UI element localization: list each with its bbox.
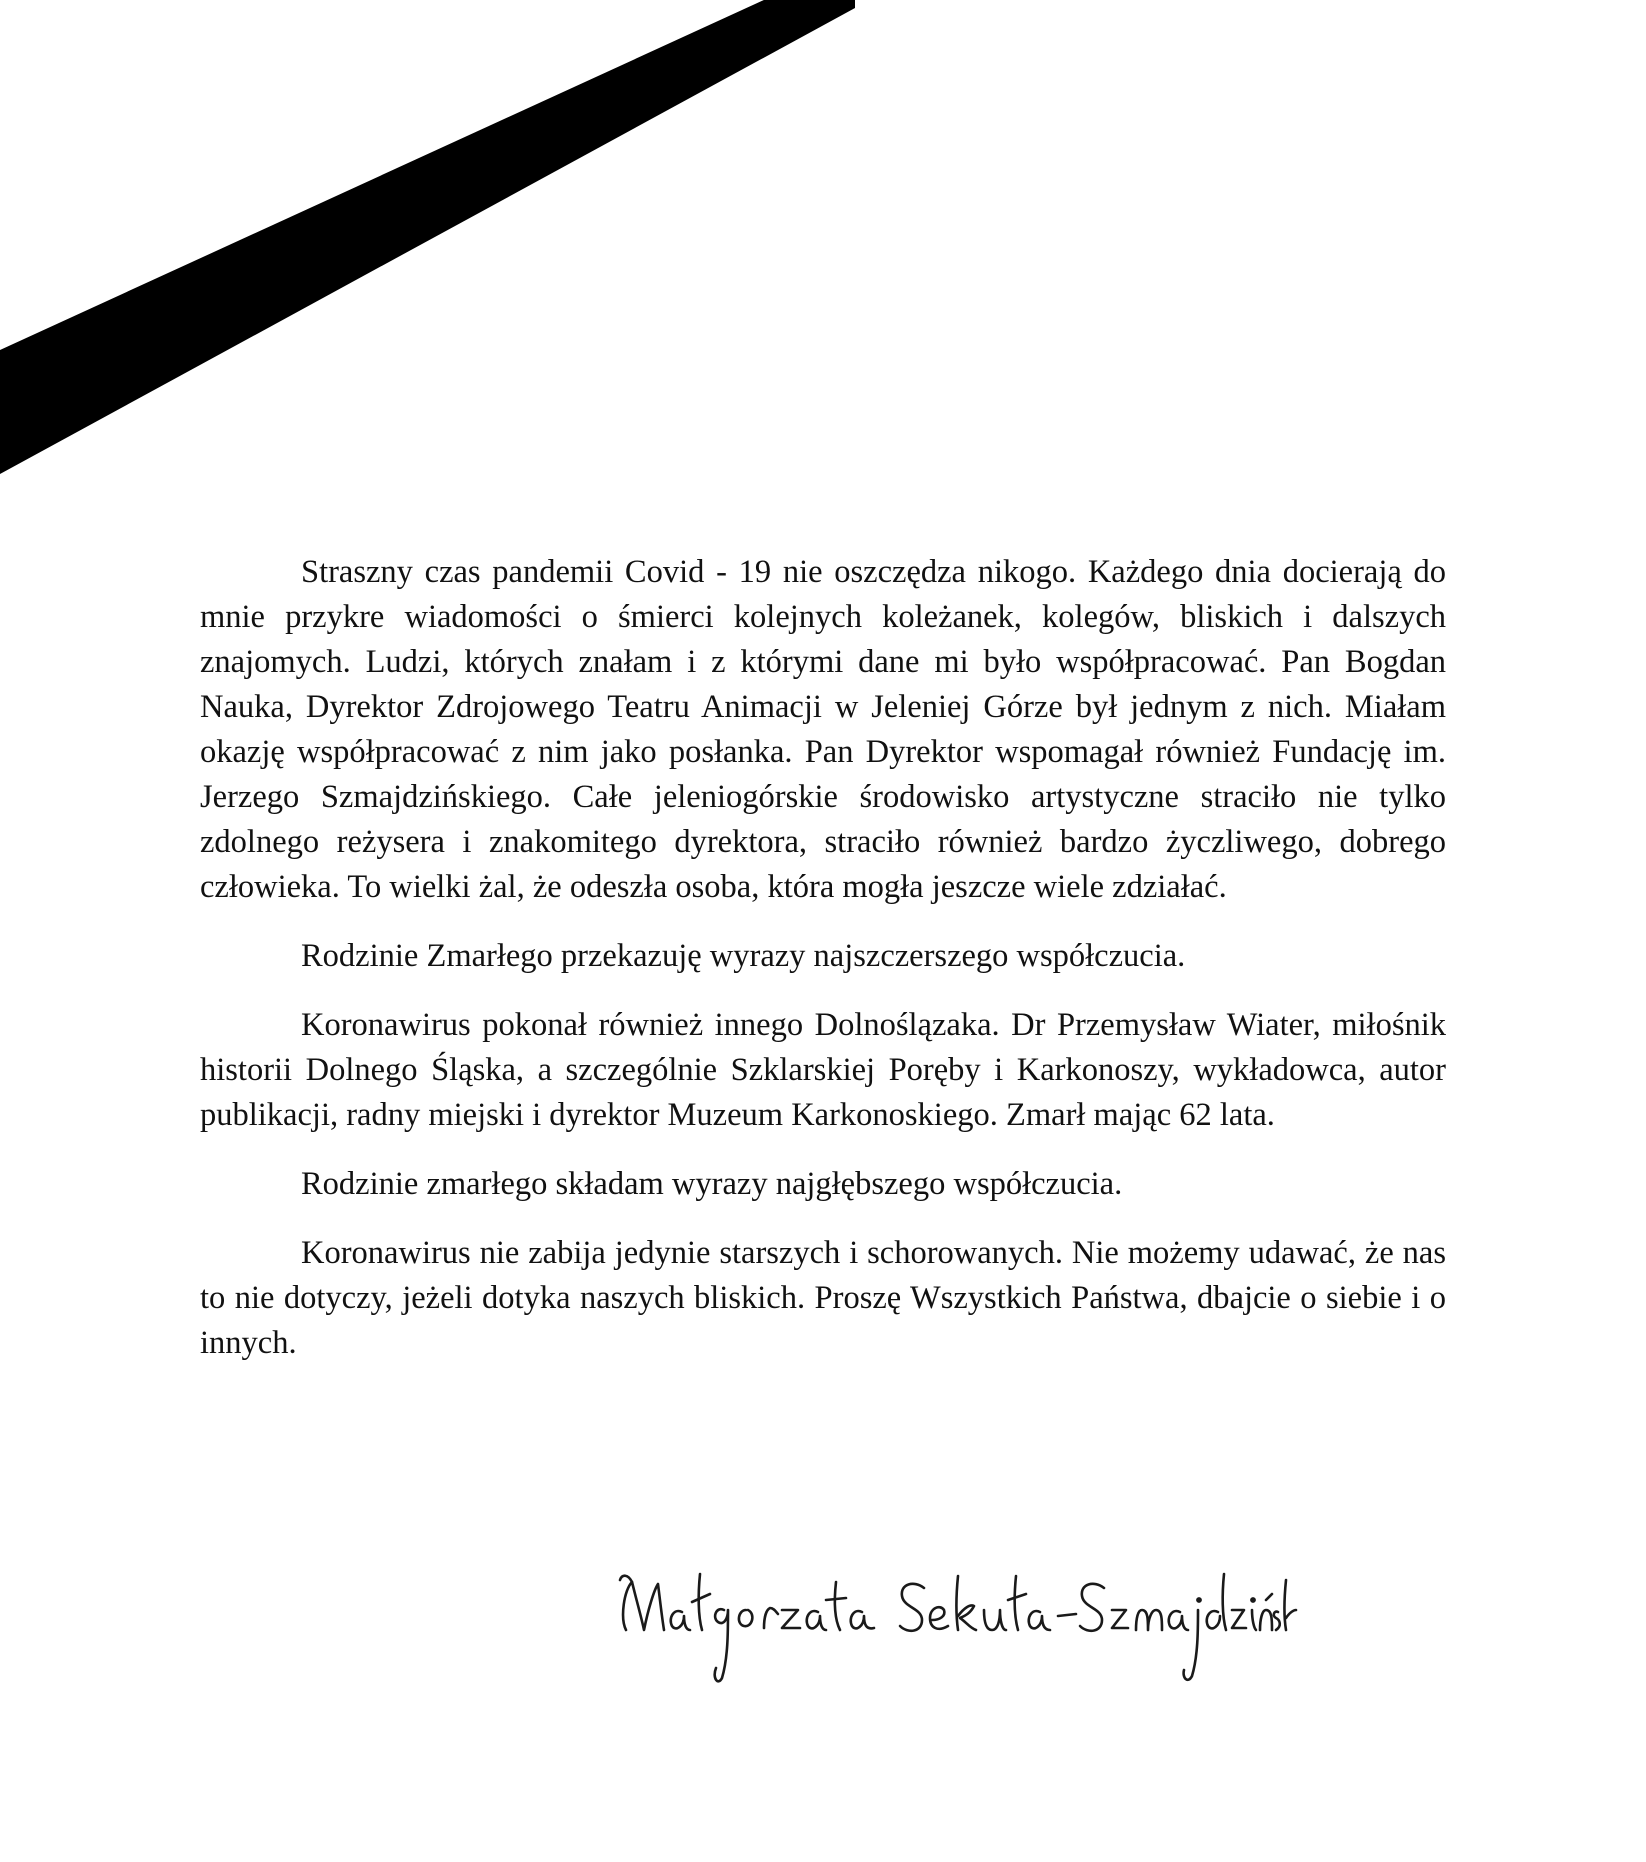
paragraph-4: Rodzinie zmarłego składam wyrazy najgłębszego współczucia. — [301, 1166, 1123, 1202]
mourning-band-stripe — [0, 0, 855, 474]
paragraph-5: Koronawirus nie zabija jedynie starszych i schorowanych. Nie możemy udawać, że nas to nie dotyczy, jeżeli dotyka naszych bliskich. Proszę Wszystkich Państwa, dbajcie o siebie i o innych. — [200, 1235, 1446, 1361]
handwritten-signature — [618, 1560, 1298, 1700]
paragraph-1: Straszny czas pandemii Covid - 19 nie oszczędza nikogo. Każdego dnia docierają do mnie przykre wiadomości o śmierci kolejnych koleżanek, kolegów, bliskich i dalszych znajomych. Ludzi, których znałam i z którymi dane mi było współpracować. Pan Bogdan Nauka, Dyrektor Zdrojowego Teatru Animacji w Jeleniej Górze był jednym z nich. Miałam okazję współpracować z nim jako posłanka. Pan Dyrektor wspomagał również Fundację im. Jerzego Szmajdzińskiego. Całe jeleniogórskie środowisko artystyczne straciło nie tylko zdolnego reżysera i znakomitego dyrektora, straciło również bardzo życzliwego, dobrego człowieka. To wielki żal, że odeszła osoba, która mogła jeszcze wiele zdziałać. — [200, 554, 1446, 905]
letter-body — [200, 550, 1446, 1388]
paragraph-2: Rodzinie Zmarłego przekazuję wyrazy najszczerszego współczucia. — [301, 938, 1186, 974]
mourning-band — [0, 0, 1646, 480]
paragraph-3: Koronawirus pokonał również innego Dolnoślązaka. Dr Przemysław Wiater, miłośnik historii Dolnego Śląska, a szczególnie Szklarskiej Poręby i Karkonoszy, wykładowca, autor publikacji, radny miejski i dyrektor Muzeum Karkonoskiego. Zmarł mając 62 lata. — [200, 1007, 1446, 1133]
